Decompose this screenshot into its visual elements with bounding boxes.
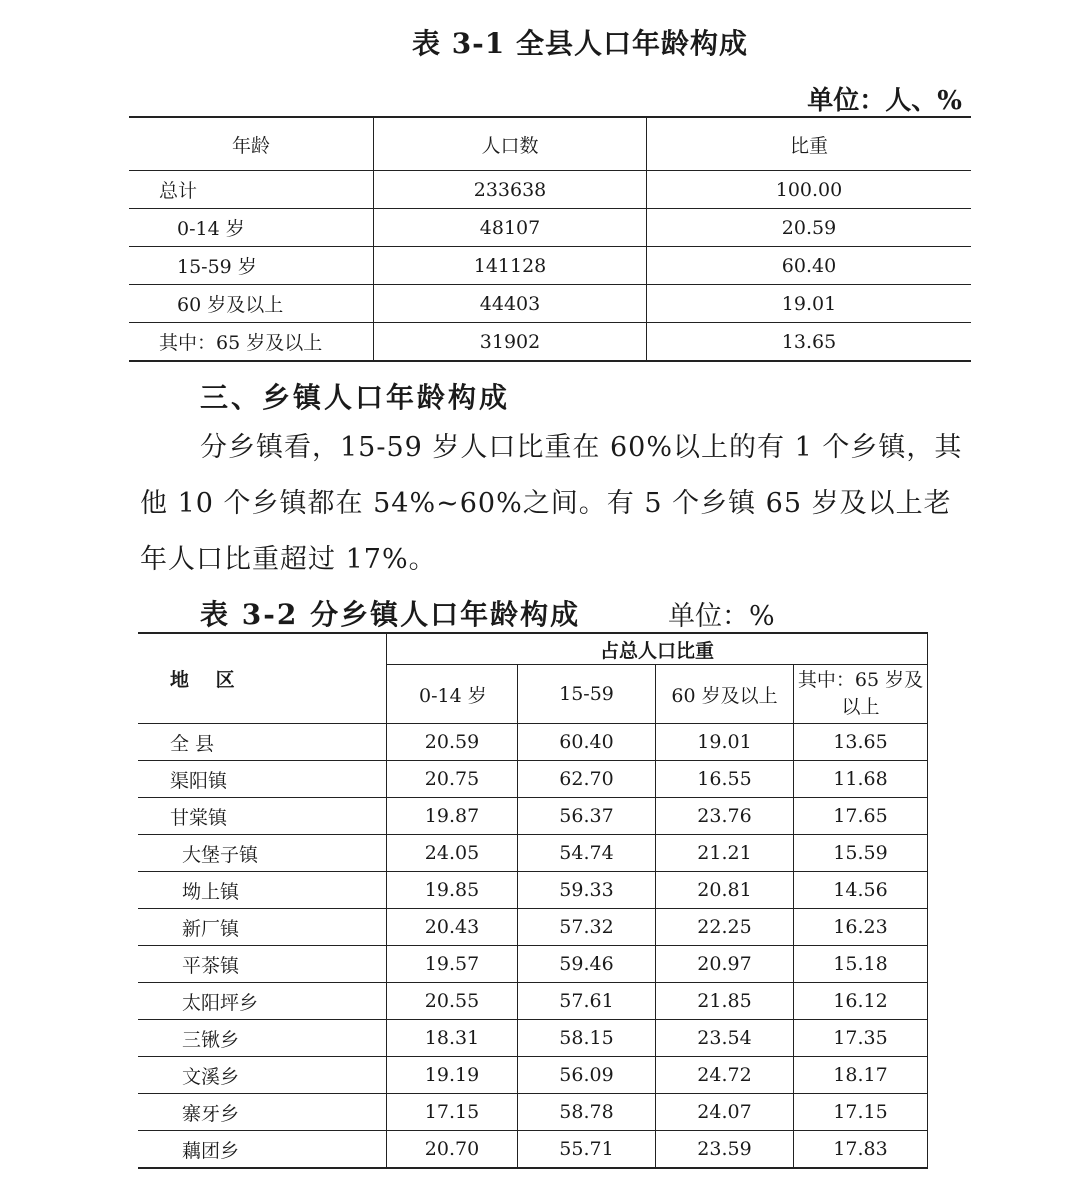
cell: 62.70 [518,761,656,798]
cell: 20.97 [656,946,794,983]
cell: 17.15 [794,1094,928,1131]
table-row [129,171,971,209]
cell: 22.25 [656,909,794,946]
table-row [138,1020,928,1057]
row-share: 100.00 [647,171,972,209]
table-row [138,835,928,872]
table2-header-group: 占总人口比重 [387,633,928,665]
cell: 60.40 [518,724,656,761]
cell: 54.74 [518,835,656,872]
region-name: 三锹乡 [138,1020,387,1057]
table-row [138,1094,928,1131]
cell: 56.09 [518,1057,656,1094]
row-share: 13.65 [647,323,972,362]
table-row [129,247,971,285]
region-name: 新厂镇 [138,909,387,946]
cell: 24.05 [387,835,518,872]
row-label: 总计 [129,171,374,209]
cell: 24.07 [656,1094,794,1131]
row-label: 0-14 岁 [129,209,374,247]
cell: 18.31 [387,1020,518,1057]
cell: 58.15 [518,1020,656,1057]
cell: 13.65 [794,724,928,761]
cell: 15.59 [794,835,928,872]
row-pop: 233638 [374,171,647,209]
region-name: 文溪乡 [138,1057,387,1094]
cell: 16.23 [794,909,928,946]
cell: 17.15 [387,1094,518,1131]
region-name: 甘棠镇 [138,798,387,835]
col-15-59: 15-59 [518,665,656,724]
row-pop: 48107 [374,209,647,247]
cell: 21.21 [656,835,794,872]
table-row [138,1131,928,1169]
cell: 20.55 [387,983,518,1020]
cell: 57.32 [518,909,656,946]
cell: 17.65 [794,798,928,835]
region-name: 渠阳镇 [138,761,387,798]
cell: 19.19 [387,1057,518,1094]
table-row [129,323,971,362]
row-pop: 31902 [374,323,647,362]
cell: 23.59 [656,1131,794,1169]
table-row [138,798,928,835]
cell: 19.87 [387,798,518,835]
table2-unit: 单位：% [668,601,775,632]
table1-title: 表 3-1 全县人口年龄构成 [411,27,749,60]
cell: 57.61 [518,983,656,1020]
table1-header-row [129,117,971,171]
row-share: 60.40 [647,247,972,285]
region-name: 坳上镇 [138,872,387,909]
cell: 20.59 [387,724,518,761]
table-row [138,983,928,1020]
cell: 17.35 [794,1020,928,1057]
cell: 20.75 [387,761,518,798]
row-label: 60 岁及以上 [129,285,374,323]
region-name: 全 县 [138,724,387,761]
table2 [138,632,928,1169]
row-label: 15-59 岁 [129,247,374,285]
table1-header-pop: 人口数 [374,117,647,171]
row-pop: 141128 [374,247,647,285]
cell: 19.01 [656,724,794,761]
table-row [129,209,971,247]
cell: 18.17 [794,1057,928,1094]
region-name: 大堡子镇 [138,835,387,872]
region-name: 平茶镇 [138,946,387,983]
table1-header-share: 比重 [647,117,972,171]
table-row [129,285,971,323]
cell: 20.70 [387,1131,518,1169]
col-0-14: 0-14 岁 [387,665,518,724]
cell: 59.33 [518,872,656,909]
cell: 56.37 [518,798,656,835]
region-name: 寨牙乡 [138,1094,387,1131]
cell: 21.85 [656,983,794,1020]
cell: 55.71 [518,1131,656,1169]
cell: 11.68 [794,761,928,798]
table1 [129,116,971,362]
section-paragraph [140,420,970,588]
cell: 19.57 [387,946,518,983]
table-row [138,761,928,798]
cell: 19.85 [387,872,518,909]
table-row [138,946,928,983]
table-row [138,909,928,946]
cell: 58.78 [518,1094,656,1131]
cell: 59.46 [518,946,656,983]
table2-header-row [138,633,928,665]
region-name: 太阳坪乡 [138,983,387,1020]
row-pop: 44403 [374,285,647,323]
table-row [138,724,928,761]
cell: 23.54 [656,1020,794,1057]
table1-unit: 单位：人、% [807,86,962,116]
table1-header-age: 年龄 [129,117,374,171]
cell: 20.81 [656,872,794,909]
cell: 17.83 [794,1131,928,1169]
table2-title: 表 3-2 分乡镇人口年龄构成 [200,598,581,631]
table-row [138,872,928,909]
cell: 16.55 [656,761,794,798]
cell: 20.43 [387,909,518,946]
table-row [138,1057,928,1094]
row-share: 19.01 [647,285,972,323]
row-label: 其中：65 岁及以上 [129,323,374,362]
col-60plus: 60 岁及以上 [656,665,794,724]
paragraph-text: 分乡镇看，15-59 岁人口比重在 60%以上的有 1 个乡镇，其他 10 个乡镇都在 54%~60%之间。有 5 个乡镇 65 岁及以上老年人口比重超过 17%。 [140,432,963,575]
cell: 14.56 [794,872,928,909]
col-65plus: 其中：65 岁及以上 [794,665,928,724]
table2-header-region: 地 区 [138,633,387,724]
row-share: 20.59 [647,209,972,247]
region-name: 藕团乡 [138,1131,387,1169]
cell: 24.72 [656,1057,794,1094]
section-heading: 三、乡镇人口年龄构成 [200,381,511,414]
cell: 16.12 [794,983,928,1020]
cell: 23.76 [656,798,794,835]
cell: 15.18 [794,946,928,983]
